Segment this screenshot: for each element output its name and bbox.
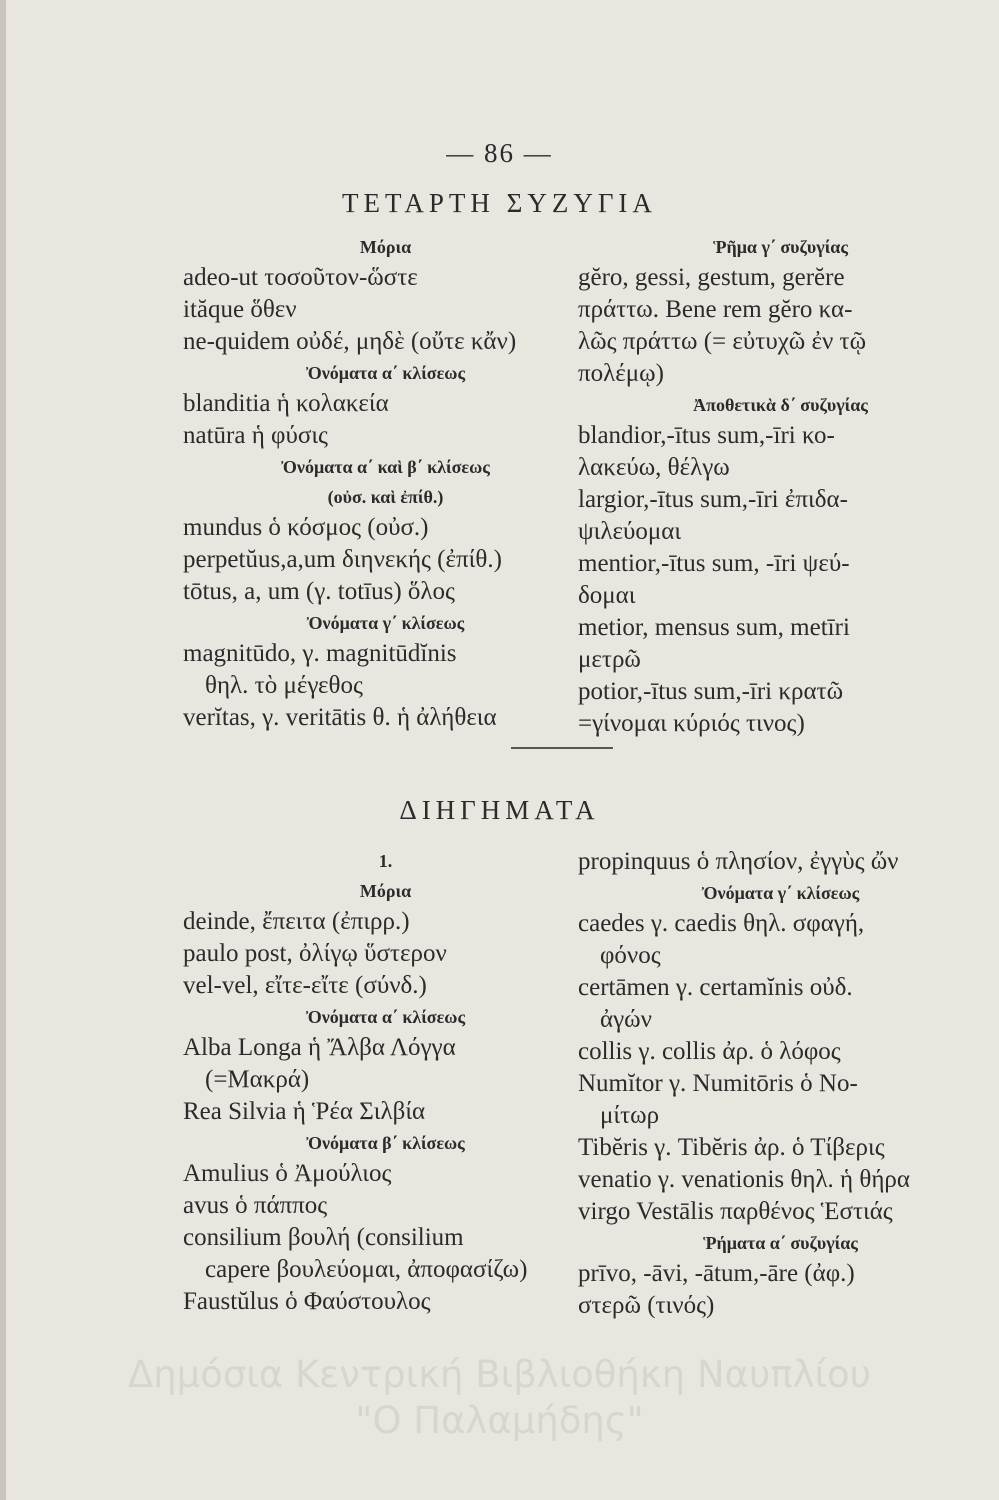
section-divider	[511, 747, 613, 749]
watermark-line-2: "Ο Παλαμήδης"	[355, 1399, 644, 1442]
vocab-entry: blanditia ἡ κολακεία	[183, 390, 389, 417]
vocab-entry: certāmen γ. certamĭnis οὐδ.	[578, 974, 853, 1001]
vocab-entry: ἀγών	[600, 1006, 652, 1033]
vocab-entry: (=Μακρά)	[205, 1066, 310, 1093]
vocab-entry: ităque ὅθεν	[183, 296, 297, 323]
vocab-column-right-2	[578, 846, 983, 1322]
vocab-entry: deinde, ἔπειτα (ἐπιρρ.)	[183, 908, 410, 935]
subheading: Μόρια	[359, 881, 412, 901]
subheading: Ὀνόματα α΄ κλίσεως	[305, 363, 466, 383]
vocab-column-right-1	[578, 232, 983, 740]
vocab-entry: =γίνομαι κύριός τινος)	[578, 710, 805, 737]
subheading: Μόρια	[359, 237, 412, 257]
vocab-entry: prīvo, -āvi, -ātum,-āre (ἀφ.)	[578, 1260, 855, 1287]
subheading: Ὀνόματα β΄ κλίσεως	[306, 1133, 465, 1153]
vocab-entry: δομαι	[578, 582, 636, 609]
watermark-line-1: Δημόσια Κεντρική Βιβλιοθήκη Ναυπλίου	[127, 1353, 872, 1396]
page-edge-shadow	[0, 0, 6, 1500]
library-watermark	[0, 1352, 999, 1444]
vocab-entry: πράττω. Bene rem gĕro κα-	[578, 296, 853, 323]
vocab-entry: Faustŭlus ὁ Φαύστουλος	[183, 1288, 431, 1315]
vocab-entry: vel-vel, εἴτε-εἴτε (σύνδ.)	[183, 972, 427, 999]
vocab-entry: propinquus ὁ πλησίον, ἐγγὺς ὤν	[578, 848, 899, 875]
subheading: Ἀποθετικὰ δ΄ συζυγίας	[693, 395, 868, 415]
vocab-entry: potior,-ītus sum,-īri κρατῶ	[578, 678, 844, 705]
vocab-entry: blandior,-ītus sum,-īri κο-	[578, 422, 835, 449]
vocab-entry: θηλ. τὸ μέγεθος	[205, 672, 363, 699]
vocab-entry: πολέμῳ)	[578, 360, 664, 387]
subheading: Ὀνόματα α΄ καὶ β΄ κλίσεως	[281, 457, 490, 477]
vocab-entry: tōtus, a, um (γ. totīus) ὅλος	[183, 578, 455, 605]
vocab-entry: στερῶ (τινός)	[578, 1292, 715, 1319]
vocab-entry: natūra ἡ φύσις	[183, 422, 328, 449]
vocab-entry: perpetŭus,a,um διηνεκής (ἐπίθ.)	[183, 546, 502, 573]
section-title-tetarti-syzygia: ΤΕΤΑΡΤΗ ΣΥΖΥΓΙΑ	[342, 188, 657, 218]
subheading: Ῥήματα α΄ συζυγίας	[703, 1233, 858, 1253]
vocab-entry: collis γ. collis ἀρ. ὁ λόφος	[578, 1038, 841, 1065]
vocab-entry: consilium βουλή (consilium	[183, 1224, 464, 1251]
vocab-entry: Tibĕris γ. Tibĕris ἀρ. ὁ Τίβερις	[578, 1134, 885, 1161]
vocab-entry: verĭtas, γ. veritātis θ. ἡ ἀλήθεια	[183, 704, 497, 731]
vocab-column-left-1	[183, 232, 588, 734]
vocab-entry: paulo post, ὀλίγῳ ὕστερον	[183, 940, 447, 967]
vocab-entry: magnitūdo, γ. magnitūdĭnis	[183, 640, 457, 667]
vocab-entry: μετρῶ	[578, 646, 641, 673]
vocab-entry: virgo Vestālis παρθένος Ἑστιάς	[578, 1198, 893, 1225]
vocab-entry: avus ὁ πάππος	[183, 1192, 328, 1219]
section-title-diigimata: ΔΙΗΓΗΜΑΤΑ	[399, 795, 600, 825]
vocab-entry: ne-quidem οὐδέ, μηδὲ (οὔτε κἄν)	[183, 328, 517, 355]
vocab-entry: μίτωρ	[600, 1102, 660, 1129]
subheading: Ῥῆμα γ΄ συζυγίας	[713, 237, 848, 257]
subheading: Ὀνόματα γ΄ κλίσεως	[306, 613, 465, 633]
subheading: 1.	[378, 851, 393, 871]
subheading: Ὀνόματα γ΄ κλίσεως	[701, 883, 860, 903]
vocab-entry: λῶς πράττω (= εὐτυχῶ ἐν τῷ	[578, 328, 867, 355]
vocab-entry: ψιλεύομαι	[578, 518, 682, 545]
vocab-entry: caedes γ. caedis θηλ. σφαγή,	[578, 910, 865, 937]
page-number: — 86 —	[446, 138, 553, 168]
vocab-entry: largior,-ītus sum,-īri ἐπιδα-	[578, 486, 848, 513]
vocab-entry: mundus ὁ κόσμος (οὐσ.)	[183, 514, 429, 541]
vocab-entry: φόνος	[600, 942, 661, 969]
subheading: Ὀνόματα α΄ κλίσεως	[305, 1007, 466, 1027]
vocab-entry: Alba Longa ἡ Ἄλβα Λόγγα	[183, 1034, 456, 1061]
vocab-entry: Rea Silvia ἡ Ῥέα Σιλβία	[183, 1098, 426, 1125]
vocab-entry: gĕro, gessi, gestum, gerĕre	[578, 264, 845, 291]
vocab-entry: capere βουλεύομαι, ἀποφασίζω)	[205, 1256, 528, 1283]
vocab-entry: venatio γ. venationis θηλ. ἡ θήρα	[578, 1166, 911, 1193]
vocab-entry: Amulius ὁ Ἀμούλιος	[183, 1160, 392, 1187]
vocab-entry: adeo-ut τοσοῦτον-ὥστε	[183, 264, 418, 291]
vocab-entry: metior, mensus sum, metīri	[578, 614, 850, 641]
subheading: (οὐσ. καὶ ἐπίθ.)	[327, 487, 444, 507]
vocab-entry: λακεύω, θέλγω	[578, 454, 730, 481]
vocab-entry: mentior,-ītus sum, -īri ψεύ-	[578, 550, 850, 577]
vocab-entry: Numĭtor γ. Numitōris ὁ Νο-	[578, 1070, 858, 1097]
vocab-column-left-2	[183, 846, 588, 1318]
